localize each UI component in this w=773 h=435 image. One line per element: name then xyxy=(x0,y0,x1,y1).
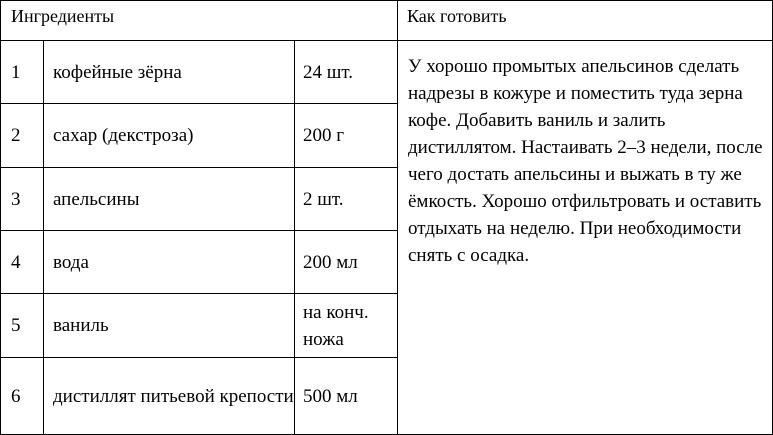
ingredient-quantity: на конч. ножа xyxy=(295,294,398,358)
ingredient-quantity: 24 шт. xyxy=(295,41,398,104)
ingredient-quantity: 200 мл xyxy=(295,231,398,294)
ingredient-name: кофейные зёрна xyxy=(44,41,295,104)
ingredient-number: 1 xyxy=(1,41,44,104)
table-row xyxy=(1,41,773,104)
ingredient-number: 6 xyxy=(1,358,44,435)
method-header: Как готовить xyxy=(398,1,773,41)
ingredient-number: 4 xyxy=(1,231,44,294)
ingredient-name: дистиллят питьевой крепости xyxy=(44,358,295,435)
ingredient-number: 5 xyxy=(1,294,44,358)
ingredient-quantity: 500 мл xyxy=(295,358,398,435)
ingredient-name: вода xyxy=(44,231,295,294)
ingredient-name: сахар (декстроза) xyxy=(44,104,295,168)
ingredients-header: Ингредиенты xyxy=(1,1,398,41)
header-row xyxy=(1,1,773,41)
method-text: У хорошо промытых апельсинов сделать надрезы в кожуре и поместить туда зерна кофе. Добавить ваниль и залить дистиллятом. Настаивать 2–3 недели, после чего достать апельсины и выжать в ту же ёмкость. Хорошо отфильтровать и оставить отдыхать на неделю. При необходимости снять с осадка. xyxy=(398,41,773,435)
ingredient-quantity: 200 г xyxy=(295,104,398,168)
ingredient-name: апельсины xyxy=(44,168,295,231)
ingredient-quantity: 2 шт. xyxy=(295,168,398,231)
ingredient-name: ваниль xyxy=(44,294,295,358)
ingredient-number: 2 xyxy=(1,104,44,168)
ingredient-number: 3 xyxy=(1,168,44,231)
